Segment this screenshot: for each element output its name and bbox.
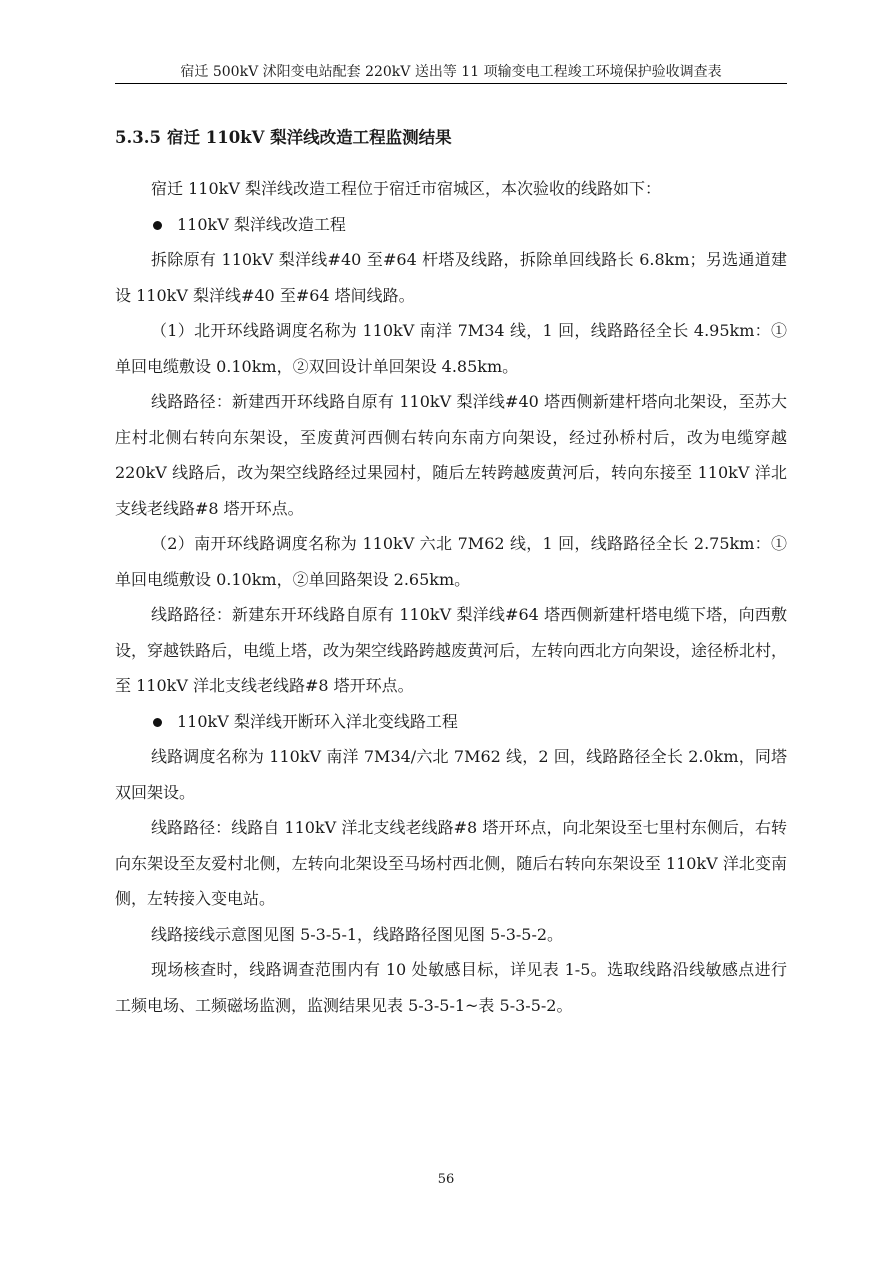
section-heading [115,127,452,149]
paragraph-monitoring: 现场核查时，线路调查范围内有 10 处敏感目标，详见表 1-5。选取线路沿线敏感点进行工频电场、工频磁场监测，监测结果见表 5-3-5-1~表 5-3-5-2。 [115,960,787,1015]
document-body [115,171,787,1023]
paragraph-removal: 拆除原有 110kV 梨洋线#40 至#64 杆塔及线路，拆除单回线路长 6.8km；另选通道建设 110kV 梨洋线#40 至#64 塔间线路。 [115,250,787,305]
paragraph-north-line: （1）北开环线路调度名称为 110kV 南洋 7M34 线，1 回，线路路径全长 4.95km：①单回电缆敷设 0.10km，②双回设计单回架设 4.85km。 [115,321,787,376]
section-title: 宿迁 110kV 梨洋线改造工程监测结果 [167,128,452,147]
paragraph-north-route: 线路路径：新建西开环线路自原有 110kV 梨洋线#40 塔西侧新建杆塔向北架设，至苏大庄村北侧右转向东架设，至废黄河西侧右转向东南方向架设，经过孙桥村后，改为电缆穿越 220kV 线路后，改为架空线路经过果园村，随后左转跨越废黄河后，转向东接至 110kV 洋北支线老线路#8 塔开环点。 [115,392,787,518]
bullet-dot-icon [153,718,162,727]
paragraph-figures: 线路接线示意图见图 5-3-5-1，线路路径图见图 5-3-5-2。 [151,924,564,944]
bullet-label: 110kV 梨洋线开断环入洋北变线路工程 [177,711,458,731]
paragraph-south-route: 线路路径：新建东开环线路自原有 110kV 梨洋线#64 塔西侧新建杆塔电缆下塔，向西敷设，穿越铁路后，电缆上塔，改为架空线路跨越废黄河后，左转向西北方向架设，途径桥北村，至 110kV 洋北支线老线路#8 塔开环点。 [115,605,788,695]
page-header: 宿迁 500kV 沭阳变电站配套 220kV 送出等 11 项输变电工程竣工环境保护验收调查表 [180,64,722,80]
header-divider [115,83,787,84]
paragraph-route: 线路路径：线路自 110kV 洋北支线老线路#8 塔开环点，向北架设至七里村东侧后，右转向东架设至友爱村北侧，左转向北架设至马场村西北侧，随后右转向东架设至 110kV 洋北变南侧，左转接入变电站。 [115,818,787,908]
bullet-item [115,207,787,243]
section-number: 5.3.5 [115,128,161,147]
paragraph-intro: 宿迁 110kV 梨洋线改造工程位于宿迁市宿城区，本次验收的线路如下： [151,179,661,198]
bullet-dot-icon [153,221,162,230]
page-number: 56 [437,1172,455,1187]
bullet-item [115,704,787,740]
bullet-label: 110kV 梨洋线改造工程 [177,214,346,234]
paragraph-dispatch: 线路调度名称为 110kV 南洋 7M34/六北 7M62 线，2 回，线路路径全长 2.0km，同塔双回架设。 [115,747,787,802]
paragraph-south-line: （2）南开环线路调度名称为 110kV 六北 7M62 线，1 回，线路路径全长 2.75km：①单回电缆敷设 0.10km，②单回路架设 2.65km。 [115,534,787,589]
